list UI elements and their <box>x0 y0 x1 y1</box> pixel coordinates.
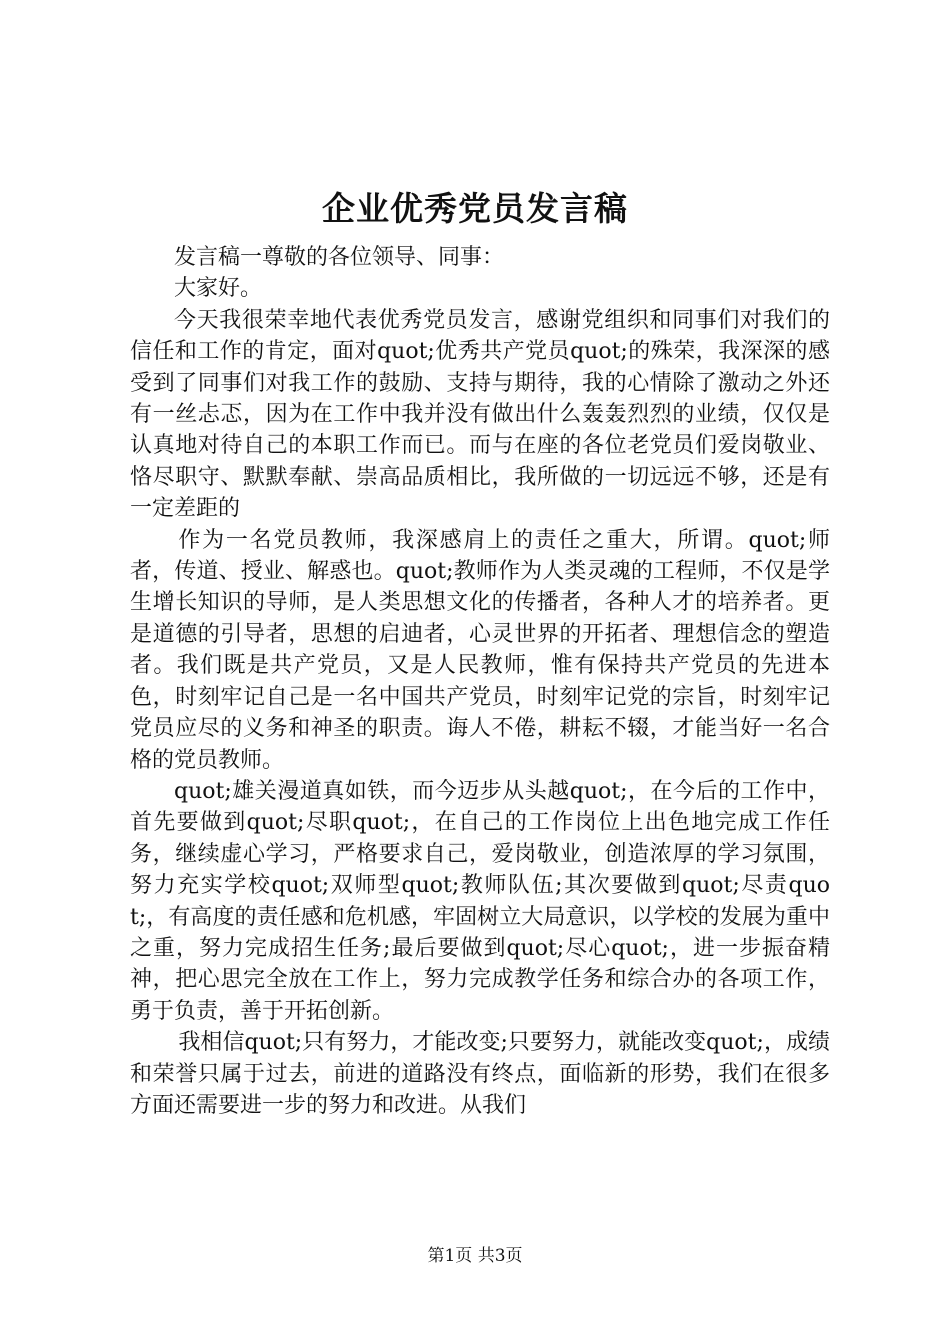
body-paragraph-3: quot;雄关漫道真如铁，而今迈步从头越quot;，在今后的工作中，首先要做到quot;尽职quot;，在自己的工作岗位上出色地完成工作任务，继续虚心学习，严格要求自己，爱岗敬业，创造浓厚的学习氛围，努力充实学校quot;双师型quot;教师队伍;其次要做到quot;尽责quot;，有高度的责任感和危机感，牢固树立大局意识，以学校的发展为重中之重，努力完成招生任务;最后要做到quot;尽心quot;，进一步振奋精神，把心思完全放在工作上，努力完成教学任务和综合办的各项工作，勇于负责，善于开拓创新。 <box>130 778 830 1024</box>
document-title: 企业优秀党员发言稿 <box>322 189 628 228</box>
salutation-paragraph: 发言稿一尊敬的各位领导、同事： <box>174 245 505 270</box>
greeting-paragraph: 大家好。 <box>174 276 263 302</box>
body-paragraph-4: 我相信quot;只有努力，才能改变;只要努力，就能改变quot;，成绩和荣誉只属于过去，前进的道路没有终点，面临新的形势，我们在很多方面还需要进一步的努力和改进。从我们 <box>130 1030 830 1118</box>
body-paragraph-2: 作为一名党员教师，我深感肩上的责任之重大，所谓。quot;师者，传道、授业、解惑也。quot;教师作为人类灵魂的工程师，不仅是学生增长知识的导师，是人类思想文化的传播者，各种人才的培养者。更是道德的引导者，思想的启迪者，心灵世界的开拓者、理想信念的塑造者。我们既是共产党员，又是人民教师，惟有保持共产党员的先进本色，时刻牢记自己是一名中国共产党员，时刻牢记党的宗旨，时刻牢记党员应尽的义务和神圣的职责。诲人不倦，耕耘不辍，才能当好一名合格的党员教师。 <box>130 527 830 773</box>
page-number-footer: 第1页 共3页 <box>427 1246 523 1266</box>
document-body <box>130 242 830 1121</box>
body-paragraph-1: 今天我很荣幸地代表优秀党员发言，感谢党组织和同事们对我们的信任和工作的肯定，面对quot;优秀共产党员quot;的殊荣，我深深的感受到了同事们对我工作的鼓励、支持与期待，我的心情除了激动之外还有一丝忐忑，因为在工作中我并没有做出什么轰轰烈烈的业绩，仅仅是认真地对待自己的本职工作而已。而与在座的各位老党员们爱岗敬业、恪尽职守、默默奉献、崇高品质相比，我所做的一切远远不够，还是有一定差距的 <box>130 307 830 522</box>
